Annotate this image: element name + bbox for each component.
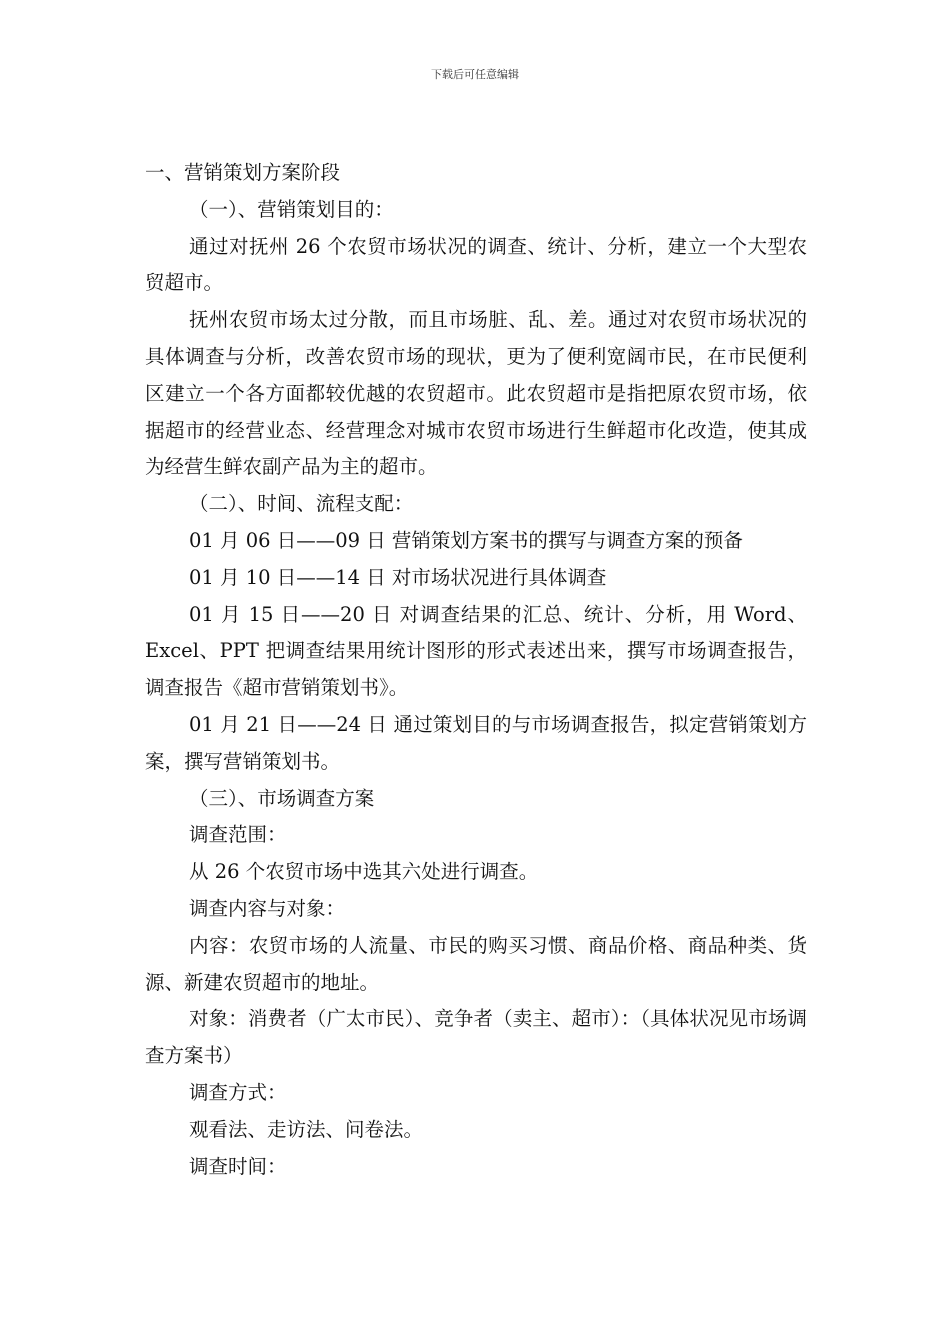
survey-time-label: 调查时间： — [189, 1154, 287, 1178]
page-header: 下载后可任意编辑 — [431, 68, 519, 81]
subsection-heading-schedule: （二）、时间、流程支配： — [189, 492, 414, 516]
document-body — [145, 155, 807, 1185]
schedule-item-4: 01 月 21 日——24 日 通过策划目的与市场调查报告，拟定营销策划方案，撰写营销策划书。 — [145, 712, 807, 773]
paragraph-background: 抚州农贸市场太过分散，而且市场脏、乱、差。通过对农贸市场状况的具体调查与分析，改善农贸市场的现状，更为了便利宽阔市民，在市民便利区建立一个各方面都较优越的农贸超市。此农贸超市是指把原农贸市场，依据超市的经营业态、经营理念对城市农贸市场进行生鲜超市化改造，使其成为经营生鲜农副产品为主的超市。 — [145, 308, 807, 479]
survey-method-text: 观看法、走访法、问卷法。 — [189, 1117, 424, 1141]
section-heading: 一、营销策划方案阶段 — [145, 161, 341, 184]
subsection-heading-purpose: （一）、营销策划目的： — [189, 197, 394, 221]
schedule-item-1: 01 月 06 日——09 日 营销策划方案书的撰写与调查方案的预备 — [189, 528, 743, 552]
survey-method-label: 调查方式： — [189, 1080, 287, 1104]
paragraph-purpose: 通过对抚州 26 个农贸市场状况的调查、统计、分析，建立一个大型农贸超市。 — [145, 234, 807, 295]
subsection-heading-survey: （三）、市场调查方案 — [189, 786, 375, 810]
survey-content-label: 调查内容与对象： — [189, 896, 346, 920]
survey-scope-text: 从 26 个农贸市场中选其六处进行调查。 — [189, 860, 539, 884]
survey-object-text: 对象：消费者（广太市民）、竞争者（卖主、超市）：（具体状况见市场调查方案书） — [145, 1007, 807, 1068]
schedule-item-2: 01 月 10 日——14 日 对市场状况进行具体调查 — [189, 565, 607, 589]
survey-content-text: 内容：农贸市场的人流量、市民的购买习惯、商品价格、商品种类、货源、新建农贸超市的地址。 — [145, 933, 807, 994]
survey-scope-label: 调查范围： — [189, 823, 287, 847]
schedule-item-3: 01 月 15 日——20 日 对调查结果的汇总、统计、分析，用 Word、Excel、PPT 把调查结果用统计图形的形式表述出来，撰写市场调查报告，调查报告《超市营销策划书》。 — [145, 602, 807, 700]
